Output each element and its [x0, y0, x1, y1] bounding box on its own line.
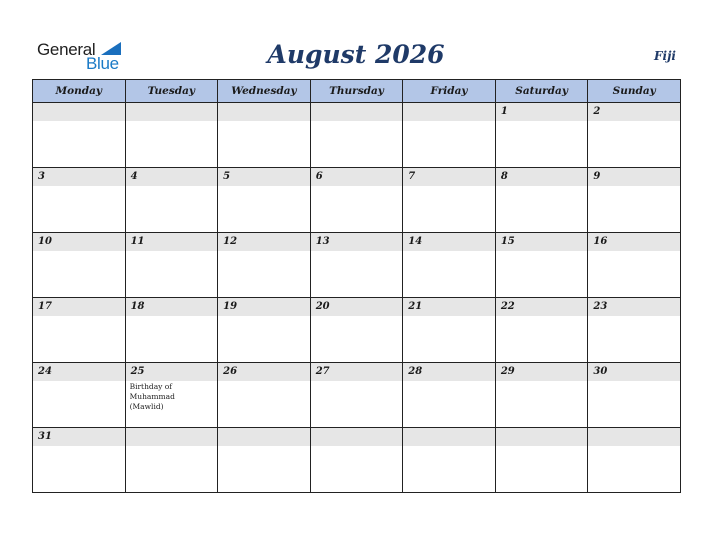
country-label: Fiji	[654, 49, 676, 63]
week-row	[33, 233, 681, 298]
day-cell[interactable]	[310, 233, 403, 298]
day-cell[interactable]	[33, 298, 126, 363]
day-cell[interactable]	[310, 103, 403, 168]
week-row	[33, 168, 681, 233]
day-number: 10	[33, 233, 125, 251]
day-number: 29	[496, 363, 588, 381]
weekday-header-row	[33, 80, 681, 103]
day-cell[interactable]	[125, 298, 218, 363]
day-cell[interactable]	[588, 428, 681, 493]
day-cell[interactable]	[33, 103, 126, 168]
day-number	[403, 103, 495, 121]
day-number	[403, 428, 495, 446]
day-number: 30	[588, 363, 680, 381]
day-cell[interactable]	[33, 233, 126, 298]
week-row	[33, 363, 681, 428]
day-cell[interactable]	[495, 233, 588, 298]
day-cell[interactable]	[310, 428, 403, 493]
day-number: 22	[496, 298, 588, 316]
day-number: 11	[126, 233, 218, 251]
day-cell[interactable]	[218, 168, 311, 233]
day-cell[interactable]	[495, 363, 588, 428]
day-number: 5	[218, 168, 310, 186]
day-number: 20	[311, 298, 403, 316]
weekday-header: Wednesday	[218, 80, 311, 103]
day-number: 19	[218, 298, 310, 316]
day-number	[496, 428, 588, 446]
day-number: 4	[126, 168, 218, 186]
weekday-header: Tuesday	[125, 80, 218, 103]
day-number: 6	[311, 168, 403, 186]
day-number	[218, 103, 310, 121]
day-cell[interactable]	[125, 233, 218, 298]
day-cell[interactable]	[125, 428, 218, 493]
day-number: 8	[496, 168, 588, 186]
day-cell[interactable]	[218, 363, 311, 428]
calendar-title: August 2026	[267, 40, 445, 69]
day-cell[interactable]	[218, 428, 311, 493]
day-number: 1	[496, 103, 588, 121]
day-number	[311, 103, 403, 121]
day-number: 2	[588, 103, 680, 121]
day-cell[interactable]	[125, 103, 218, 168]
day-number: 18	[126, 298, 218, 316]
day-number: 7	[403, 168, 495, 186]
day-cell[interactable]	[310, 298, 403, 363]
day-number: 14	[403, 233, 495, 251]
day-cell[interactable]	[125, 363, 218, 428]
day-number: 26	[218, 363, 310, 381]
day-cell[interactable]	[310, 168, 403, 233]
day-cell[interactable]	[403, 298, 496, 363]
logo-blue-text: Blue	[86, 54, 119, 73]
day-number: 3	[33, 168, 125, 186]
calendar-grid	[32, 79, 681, 493]
day-number	[126, 103, 218, 121]
day-cell[interactable]	[33, 363, 126, 428]
day-cell[interactable]	[403, 233, 496, 298]
weekday-header: Friday	[403, 80, 496, 103]
day-number	[311, 428, 403, 446]
holiday-label: Birthday of Muhammad (Mawlid)	[129, 382, 175, 411]
day-number: 21	[403, 298, 495, 316]
day-cell[interactable]	[403, 428, 496, 493]
day-cell[interactable]	[588, 233, 681, 298]
day-cell[interactable]	[310, 363, 403, 428]
day-cell[interactable]	[588, 103, 681, 168]
day-cell[interactable]	[33, 168, 126, 233]
day-cell[interactable]	[218, 298, 311, 363]
day-number: 25	[126, 363, 218, 381]
day-number: 28	[403, 363, 495, 381]
day-cell[interactable]	[495, 103, 588, 168]
day-number: 12	[218, 233, 310, 251]
week-row	[33, 298, 681, 363]
day-cell[interactable]	[403, 363, 496, 428]
day-number: 13	[311, 233, 403, 251]
day-cell[interactable]	[218, 233, 311, 298]
day-number	[218, 428, 310, 446]
week-row	[33, 428, 681, 493]
day-cell[interactable]	[495, 168, 588, 233]
weekday-header: Monday	[33, 80, 126, 103]
day-number: 24	[33, 363, 125, 381]
day-cell[interactable]	[588, 168, 681, 233]
day-number	[126, 428, 218, 446]
day-number: 31	[33, 428, 125, 446]
weekday-header: Thursday	[310, 80, 403, 103]
weekday-header: Saturday	[495, 80, 588, 103]
day-cell[interactable]	[588, 363, 681, 428]
day-number: 27	[311, 363, 403, 381]
day-cell[interactable]	[403, 103, 496, 168]
day-number: 17	[33, 298, 125, 316]
day-number: 16	[588, 233, 680, 251]
day-cell[interactable]	[218, 103, 311, 168]
day-number	[33, 103, 125, 121]
week-row	[33, 103, 681, 168]
day-cell[interactable]	[125, 168, 218, 233]
weekday-header: Sunday	[588, 80, 681, 103]
day-cell[interactable]	[495, 298, 588, 363]
logo-general-text: General	[37, 40, 96, 59]
day-number: 23	[588, 298, 680, 316]
day-cell[interactable]	[588, 298, 681, 363]
day-cell[interactable]	[33, 428, 126, 493]
day-number: 9	[588, 168, 680, 186]
day-cell[interactable]	[495, 428, 588, 493]
day-cell[interactable]	[403, 168, 496, 233]
day-number	[588, 428, 680, 446]
day-number: 15	[496, 233, 588, 251]
